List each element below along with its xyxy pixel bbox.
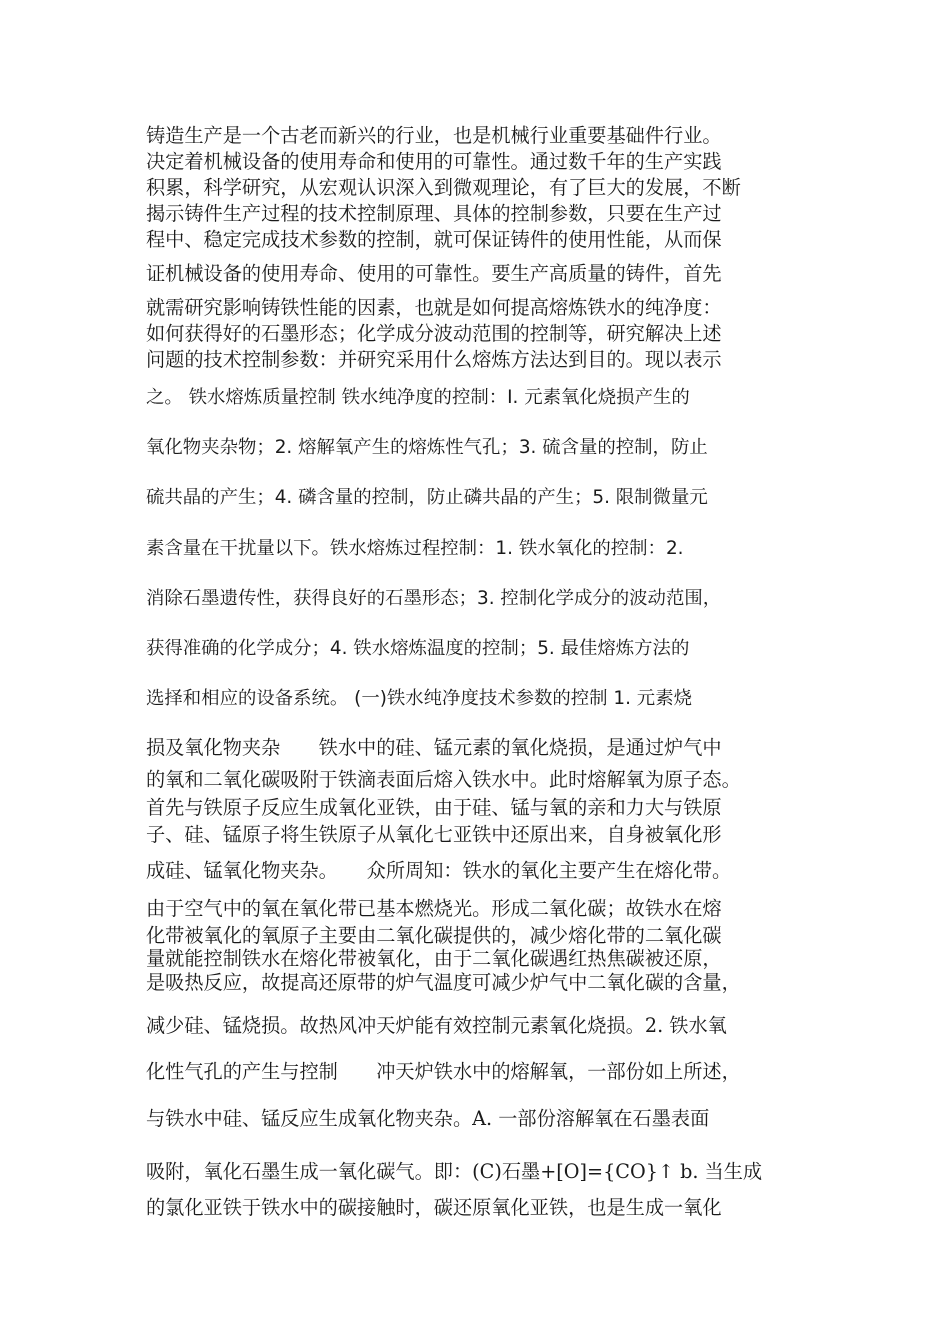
text-line: 程中、稳定完成技术参数的控制，就可保证铸件的使用性能，从而保 [146, 228, 722, 251]
text-line: 揭示铸件生产过程的技术控制原理、具体的控制参数，只要在生产过 [146, 202, 722, 225]
text-line: 化带被氧化的氧原子主要由二氧化碳提供的，减少熔化带的二氧化碳 [146, 924, 722, 947]
text-line: 如何获得好的石墨形态；化学成分波动范围的控制等，研究解决上述 [146, 322, 722, 345]
text-line: 由于空气中的氧在氧化带已基本燃烧光。形成二氧化碳；故铁水在熔 [146, 897, 722, 920]
text-line: 氧化物夹杂物；2. 熔解氧产生的熔炼性气孔；3. 硫含量的控制，防止 [146, 437, 708, 458]
text-line: 的氯化亚铁于铁水中的碳接触时，碳还原氧化亚铁，也是生成一氧化 [146, 1196, 722, 1219]
text-line: 之。 铁水熔炼质量控制 铁水纯净度的控制：I. 元素氧化烧损产生的 [146, 387, 690, 408]
text-line: 的氧和二氧化碳吸附于铁滴表面后熔入铁水中。此时熔解氧为原子态。 [146, 768, 741, 791]
text-line: 是吸热反应，故提高还原带的炉气温度可减少炉气中二氧化碳的含量， [146, 971, 741, 994]
text-line: 减少硅、锰烧损。故热风冲天炉能有效控制元素氧化烧损。2. 铁水氧 [146, 1014, 727, 1037]
text-line: 成硅、锰氧化物夹杂。 众所周知：铁水的氧化主要产生在熔化带。 [146, 859, 732, 882]
text-line: 问题的技术控制参数：并研究采用什么熔炼方法达到目的。现以表示 [146, 348, 722, 371]
text-line: 积累，科学研究，从宏观认识深入到微观理论，有了巨大的发展，不断 [146, 176, 741, 199]
text-line: 消除石墨遗传性，获得良好的石墨形态；3. 控制化学成分的波动范围， [146, 588, 722, 609]
text-line: 硫共晶的产生；4. 磷含量的控制，防止磷共晶的产生；5. 限制微量元 [146, 487, 708, 508]
text-line: 吸附，氧化石墨生成一氧化碳气。即：(C)石墨+[O]={CO}↑ b. 当生成 [146, 1160, 763, 1183]
text-line: 获得准确的化学成分；4. 铁水熔炼温度的控制；5. 最佳熔炼方法的 [146, 638, 690, 659]
text-line: 子、硅、锰原子将生铁原子从氧化七亚铁中还原出来，自身被氧化形 [146, 823, 722, 846]
text-line: 量就能控制铁水在熔化带被氧化，由于二氧化碳遇红热焦碳被还原， [146, 947, 722, 970]
text-line: 化性气孔的产生与控制 冲天炉铁水中的熔解氧，一部份如上所述， [146, 1060, 741, 1083]
text-line: 损及氧化物夹杂 铁水中的硅、锰元素的氧化烧损，是通过炉气中 [146, 736, 722, 759]
text-line: 首先与铁原子反应生成氧化亚铁，由于硅、锰与氧的亲和力大与铁原 [146, 796, 722, 819]
text-line: 铸造生产是一个古老而新兴的行业，也是机械行业重要基础件行业。 [146, 124, 722, 147]
text-line: 就需研究影响铸铁性能的因素，也就是如何提高熔炼铁水的纯净度： [146, 296, 722, 319]
text-line: 素含量在干扰量以下。铁水熔炼过程控制：1. 铁水氧化的控制：2. [146, 538, 684, 559]
text-line: 选择和相应的设备系统。 (一)铁水纯净度技术参数的控制 1. 元素烧 [146, 688, 692, 709]
text-line: 证机械设备的使用寿命、使用的可靠性。要生产高质量的铸件，首先 [146, 262, 722, 285]
text-line: 决定着机械设备的使用寿命和使用的可靠性。通过数千年的生产实践 [146, 150, 722, 173]
text-line: 与铁水中硅、锰反应生成氧化物夹杂。A. 一部份溶解氧在石墨表面 [146, 1107, 710, 1130]
